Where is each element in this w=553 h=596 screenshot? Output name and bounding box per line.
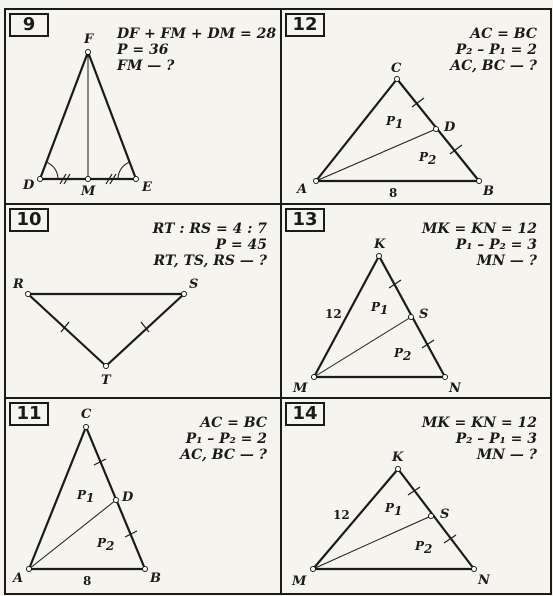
condition-line: RT : RS = 4 : 7 [152, 221, 267, 237]
vertex-dot [84, 425, 89, 430]
condition-line: AC = BC [470, 26, 537, 42]
side-MK [313, 469, 398, 569]
condition-line: AC, BC — ? [450, 58, 537, 74]
condition-line: AC, BC — ? [180, 447, 267, 463]
side-TS [106, 294, 184, 366]
triangle-ABC-figure [281, 9, 551, 204]
condition-line: P₁ – P₂ = 3 [455, 237, 537, 253]
vertex-dot [104, 364, 109, 369]
label-M: M [293, 381, 308, 396]
vertex-dot [395, 77, 400, 82]
vertex-dot [114, 498, 119, 503]
label-K: K [374, 237, 386, 252]
label-M: M [292, 574, 307, 589]
condition-line: AC = BC [200, 415, 267, 431]
problem-13 [281, 204, 551, 398]
condition-line: P = 36 [117, 42, 169, 58]
perimeter-label-p2: P2 [419, 150, 437, 167]
vertex-dot [429, 514, 434, 519]
label-M: M [81, 184, 96, 199]
segment-AD [316, 129, 436, 181]
side-KN [398, 469, 474, 569]
problem-10 [5, 204, 281, 398]
vertex-dot [312, 375, 317, 380]
label-N: N [449, 381, 461, 396]
triangle-RST-figure [5, 204, 281, 398]
label-F: F [84, 32, 94, 47]
label-D: D [23, 178, 35, 193]
perimeter-label-p1: P1 [386, 114, 404, 131]
vertex-dot [86, 177, 91, 182]
condition-line: MK = KN = 12 [421, 221, 537, 237]
side-RT [28, 294, 106, 366]
condition-line: P₁ – P₂ = 2 [185, 431, 267, 447]
condition-line: MK = KN = 12 [421, 415, 537, 431]
condition-line: MN — ? [476, 253, 537, 269]
triangle-MKN-figure [281, 204, 551, 398]
isosceles-triangle-figure [5, 9, 281, 204]
side-DF [40, 52, 88, 179]
vertex-dot [472, 567, 477, 572]
problem-12 [281, 9, 551, 204]
triangle-ABC-figure [5, 398, 281, 594]
label-K: K [392, 450, 404, 465]
label-B: B [150, 571, 161, 586]
vertex-dot [26, 292, 31, 297]
angle-arc-D [46, 162, 58, 179]
problem-number: 9 [9, 13, 49, 37]
problem-9 [5, 9, 281, 204]
label-B: B [483, 184, 494, 199]
angle-arc-E [118, 162, 130, 179]
label-C: C [81, 407, 92, 422]
side-MK [314, 256, 379, 377]
label-D: D [122, 490, 134, 505]
condition-line: MN — ? [476, 447, 537, 463]
label-S: S [419, 307, 429, 322]
side-length-label: 8 [389, 186, 398, 200]
vertex-dot [182, 292, 187, 297]
problem-number: 10 [9, 208, 49, 232]
side-length-label: 12 [325, 307, 342, 321]
label-A: A [13, 571, 24, 586]
problem-number: 12 [285, 13, 325, 37]
triangle-MKN-figure [281, 398, 551, 594]
vertex-dot [314, 179, 319, 184]
side-length-label: 12 [333, 508, 350, 522]
side-FE [88, 52, 136, 179]
perimeter-label-p1: P1 [371, 300, 389, 317]
problem-number: 14 [285, 402, 325, 426]
vertex-dot [409, 315, 414, 320]
label-R: R [13, 277, 24, 292]
vertex-dot [477, 179, 482, 184]
perimeter-label-p2: P2 [415, 539, 433, 556]
label-S: S [440, 507, 450, 522]
problem-14 [281, 398, 551, 594]
condition-line: P = 45 [215, 237, 267, 253]
vertex-dot [434, 127, 439, 132]
side-length-label: 8 [83, 574, 92, 588]
condition-line: P₂ – P₁ = 2 [455, 42, 537, 58]
label-T: T [101, 373, 111, 388]
vertex-dot [38, 177, 43, 182]
perimeter-label-p2: P2 [97, 536, 115, 553]
vertex-dot [396, 467, 401, 472]
vertex-dot [27, 567, 32, 572]
label-D: D [444, 120, 456, 135]
perimeter-label-p2: P2 [394, 346, 412, 363]
side-AC [316, 79, 397, 181]
problem-number: 11 [9, 402, 49, 426]
label-E: E [142, 180, 152, 195]
perimeter-label-p1: P1 [385, 501, 403, 518]
label-S: S [189, 277, 199, 292]
vertex-dot [134, 177, 139, 182]
label-A: A [297, 182, 308, 197]
condition-line: FM — ? [117, 58, 175, 74]
vertex-dot [86, 50, 91, 55]
problem-number: 13 [285, 208, 325, 232]
perimeter-label-p1: P1 [77, 488, 95, 505]
vertex-dot [311, 567, 316, 572]
segment-MS [313, 516, 431, 569]
vertex-dot [443, 375, 448, 380]
condition-line: RT, TS, RS — ? [153, 253, 267, 269]
label-C: C [391, 61, 402, 76]
condition-line: P₂ – P₁ = 3 [455, 431, 537, 447]
problem-11 [5, 398, 281, 594]
vertex-dot [377, 254, 382, 259]
label-N: N [478, 573, 490, 588]
condition-line: DF + FM + DM = 28 [117, 26, 277, 42]
vertex-dot [143, 567, 148, 572]
